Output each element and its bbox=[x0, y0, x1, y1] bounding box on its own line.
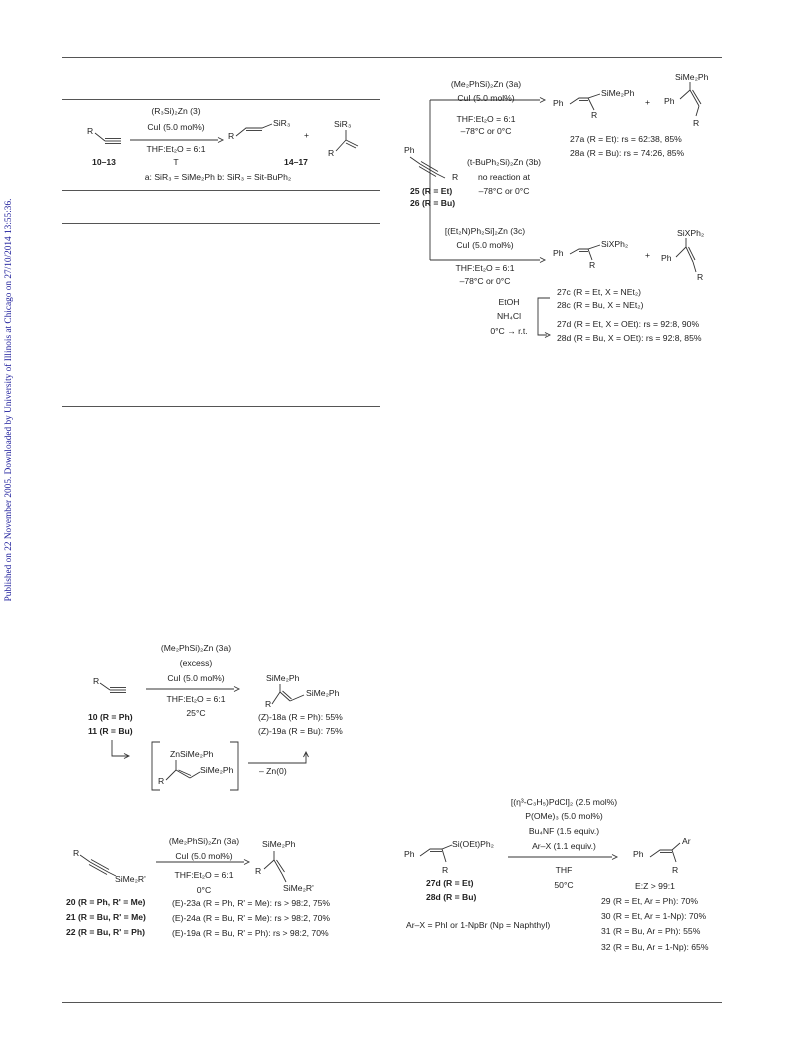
scheme5-temperature: 50°C bbox=[554, 880, 574, 890]
scheme2-substrate-r: R bbox=[452, 172, 459, 182]
scheme2-d-reagent-2: NH₄Cl bbox=[496, 311, 522, 321]
scheme4-substrate-20: 20 (R = Ph, R' = Me) bbox=[66, 897, 146, 907]
scheme1-substrate-label: 10–13 bbox=[92, 157, 116, 167]
scheme5-substrate-27d: 27d (R = Et) bbox=[426, 878, 474, 888]
scheme2-c-result-2: 28c (R = Bu, X = NEt₂) bbox=[557, 300, 644, 310]
scheme4-substrate-r: R bbox=[73, 848, 80, 858]
scheme2-c-p1-ph: Ph bbox=[553, 248, 564, 258]
scheme4-reagent: (Me₂PhSi)₂Zn (3a) bbox=[168, 836, 240, 846]
scheme2-c-p2-r: R bbox=[697, 272, 704, 282]
scheme4-solvent: THF:Et₂O = 6:1 bbox=[174, 870, 234, 880]
sidebar-text: Published on 22 November 2005. Downloaded by University of Illinois at Chicago on 27/10/2014 13:55:36. bbox=[4, 198, 14, 602]
scheme3-intermediate-r: R bbox=[158, 776, 165, 786]
scheme2-substrate-26: 26 (R = Bu) bbox=[410, 198, 456, 208]
scheme1-product-label: 14–17 bbox=[284, 157, 308, 167]
scheme1-plus: + bbox=[304, 130, 310, 140]
scheme1-temperature: T bbox=[173, 157, 179, 167]
scheme2-a-p1-ph: Ph bbox=[553, 98, 564, 108]
scheme2-a-plus: + bbox=[645, 97, 651, 107]
scheme5-result-31: 31 (R = Bu, Ar = Ph): 55% bbox=[601, 926, 701, 936]
scheme5-reagent-1: [(η³-C₃H₅)PdCl]₂ (2.5 mol%) bbox=[510, 797, 618, 807]
scheme5-result-29: 29 (R = Et, Ar = Ph): 70% bbox=[601, 896, 698, 906]
scheme5-result-30: 30 (R = Et, Ar = 1-Np): 70% bbox=[601, 911, 707, 921]
scheme3-result-2: (Z)-19a (R = Bu): 75% bbox=[258, 726, 343, 736]
scheme3-zn-loss: – Zn(0) bbox=[259, 766, 287, 776]
scheme5-substrate-r: R bbox=[442, 865, 449, 875]
scheme5-solvent: THF bbox=[555, 865, 573, 875]
scheme2-substrate-ph: Ph bbox=[404, 145, 415, 155]
scheme2-c-catalyst: CuI (5.0 mol%) bbox=[456, 240, 514, 250]
scheme2-c-solvent: THF:Et₂O = 6:1 bbox=[455, 263, 515, 273]
scheme4-product-r: R bbox=[255, 866, 262, 876]
scheme2-a-result-1: 27a (R = Et): rs = 62:38, 85% bbox=[570, 134, 682, 144]
scheme4-result-1: (E)-23a (R = Ph, R' = Me): rs > 98:2, 75% bbox=[172, 898, 331, 908]
scheme2-c-plus: + bbox=[645, 250, 651, 260]
scheme2-a-result-2: 28a (R = Bu): rs = 74:26, 85% bbox=[570, 148, 685, 158]
scheme1-product2-r: R bbox=[328, 148, 335, 158]
scheme1-product2-group: SiR₃ bbox=[334, 119, 352, 129]
scheme2-d-result-2: 28d (R = Bu, X = OEt): rs = 92:8, 85% bbox=[557, 333, 702, 343]
scheme5-product-r: R bbox=[672, 865, 679, 875]
scheme2-a-catalyst: CuI (5.0 mol%) bbox=[457, 93, 515, 103]
scheme3-product-si-1: SiMe₂Ph bbox=[266, 673, 300, 683]
scheme4-result-3: (E)-19a (R = Bu, R' = Ph): rs > 98:2, 70% bbox=[172, 928, 329, 938]
scheme5-reagent-3: Bu₄NF (1.5 equiv.) bbox=[528, 826, 600, 836]
scheme3-product-r: R bbox=[265, 699, 272, 709]
scheme2-c-temperature: –78°C or 0°C bbox=[459, 276, 511, 286]
scheme2-c-p2-si: SiXPh₂ bbox=[677, 228, 705, 238]
scheme2-a-p2-si: SiMe₂Ph bbox=[675, 72, 709, 82]
scheme1-substrate-r: R bbox=[87, 126, 94, 136]
scheme1-reagent: (R₃Si)₂Zn (3) bbox=[151, 106, 201, 116]
page-bottom-rule bbox=[62, 1002, 722, 1003]
scheme5-reagent-4: Ar–X (1.1 equiv.) bbox=[532, 841, 596, 851]
scheme4-result-2: (E)-24a (R = Bu, R' = Me): rs > 98:2, 70% bbox=[172, 913, 331, 923]
scheme2-c-p1-si: SiXPh₂ bbox=[601, 239, 629, 249]
scheme2-b-note-2: –78°C or 0°C bbox=[478, 186, 530, 196]
scheme1-product1-r: R bbox=[228, 131, 235, 141]
scheme1-footnote: a: SiR₃ = SiMe₂Ph b: SiR₃ = Sit-BuPh₂ bbox=[144, 172, 292, 182]
scheme3-substrate-11: 11 (R = Bu) bbox=[88, 726, 133, 736]
scheme5-ez-ratio: E:Z > 99:1 bbox=[635, 881, 675, 891]
scheme5-product-ph: Ph bbox=[633, 849, 644, 859]
scheme5-substrate-ph: Ph bbox=[404, 849, 415, 859]
scheme4-temperature: 0°C bbox=[196, 885, 212, 895]
scheme5-substrate-28d: 28d (R = Bu) bbox=[426, 892, 477, 902]
scheme2-a-p1-r: R bbox=[591, 110, 598, 120]
scheme3-intermediate-zn: ZnSiMe₂Ph bbox=[170, 749, 214, 759]
scheme4-substrate-21: 21 (R = Bu, R' = Me) bbox=[66, 912, 146, 922]
scheme5-arx-note: Ar–X = PhI or 1-NpBr (Np = Naphthyl) bbox=[406, 920, 551, 930]
scheme5-result-32: 32 (R = Bu, Ar = 1-Np): 65% bbox=[601, 942, 709, 952]
scheme2-d-result-1: 27d (R = Et, X = OEt): rs = 92:8, 90% bbox=[557, 319, 700, 329]
scheme2-substrate-25: 25 (R = Et) bbox=[410, 186, 453, 196]
scheme3-reagent: (Me₂PhSi)₂Zn (3a) bbox=[160, 643, 232, 653]
scheme2-a-temperature: –78°C or 0°C bbox=[460, 126, 512, 136]
scheme4-substrate-22: 22 (R = Bu, R' = Ph) bbox=[66, 927, 145, 937]
scheme3-catalyst: CuI (5.0 mol%) bbox=[167, 673, 225, 683]
scheme3-solvent: THF:Et₂O = 6:1 bbox=[166, 694, 226, 704]
scheme2-d-reagent-1: EtOH bbox=[498, 297, 520, 307]
scheme2-a-solvent: THF:Et₂O = 6:1 bbox=[456, 114, 516, 124]
scheme3-reagent-note: (excess) bbox=[179, 658, 213, 668]
scheme5-product-ar: Ar bbox=[682, 836, 691, 846]
scheme5-reagent-2: P(OMe)₃ (5.0 mol%) bbox=[525, 811, 603, 821]
scheme1-solvent: THF:Et₂O = 6:1 bbox=[146, 144, 206, 154]
scheme2-c-reagent: [(Et₂N)Ph₂Si]₂Zn (3c) bbox=[444, 226, 526, 236]
scheme4-catalyst: CuI (5.0 mol%) bbox=[175, 851, 233, 861]
scheme2-a-reagent: (Me₂PhSi)₂Zn (3a) bbox=[450, 79, 522, 89]
scheme2-a-p2-r: R bbox=[693, 118, 700, 128]
scheme1-product1-group: SiR₃ bbox=[273, 118, 291, 128]
scheme2-c-p2-ph: Ph bbox=[661, 253, 672, 263]
scheme3-substrate-10: 10 (R = Ph) bbox=[88, 712, 133, 722]
scheme4-product-si-1: SiMe₂Ph bbox=[262, 839, 296, 849]
scheme3-intermediate-si: SiMe₂Ph bbox=[200, 765, 234, 775]
scheme2-b-note-1: no reaction at bbox=[477, 172, 531, 182]
scheme5-substrate-si: Si(OEt)Ph₂ bbox=[452, 839, 495, 849]
scheme2-c-result-1: 27c (R = Et, X = NEt₂) bbox=[557, 287, 642, 297]
scheme3-product-si-2: SiMe₂Ph bbox=[306, 688, 340, 698]
scheme4-product-si-2: SiMe₂R' bbox=[283, 883, 314, 893]
scheme3-result-1: (Z)-18a (R = Ph): 55% bbox=[258, 712, 343, 722]
scheme2-b-reagent: (t-BuPh₂Si)₂Zn (3b) bbox=[466, 157, 542, 167]
scheme3-temperature: 25°C bbox=[186, 708, 206, 718]
scheme3-substrate-r: R bbox=[93, 676, 100, 686]
scheme2-a-p2-ph: Ph bbox=[664, 96, 675, 106]
scheme2-a-p1-si: SiMe₂Ph bbox=[601, 88, 635, 98]
scheme4-substrate-si: SiMe₂R' bbox=[115, 874, 146, 884]
scheme2-c-p1-r: R bbox=[589, 260, 596, 270]
scheme1-catalyst: CuI (5.0 mol%) bbox=[147, 122, 205, 132]
scheme2-d-temperature: 0°C → r.t. bbox=[490, 326, 528, 336]
